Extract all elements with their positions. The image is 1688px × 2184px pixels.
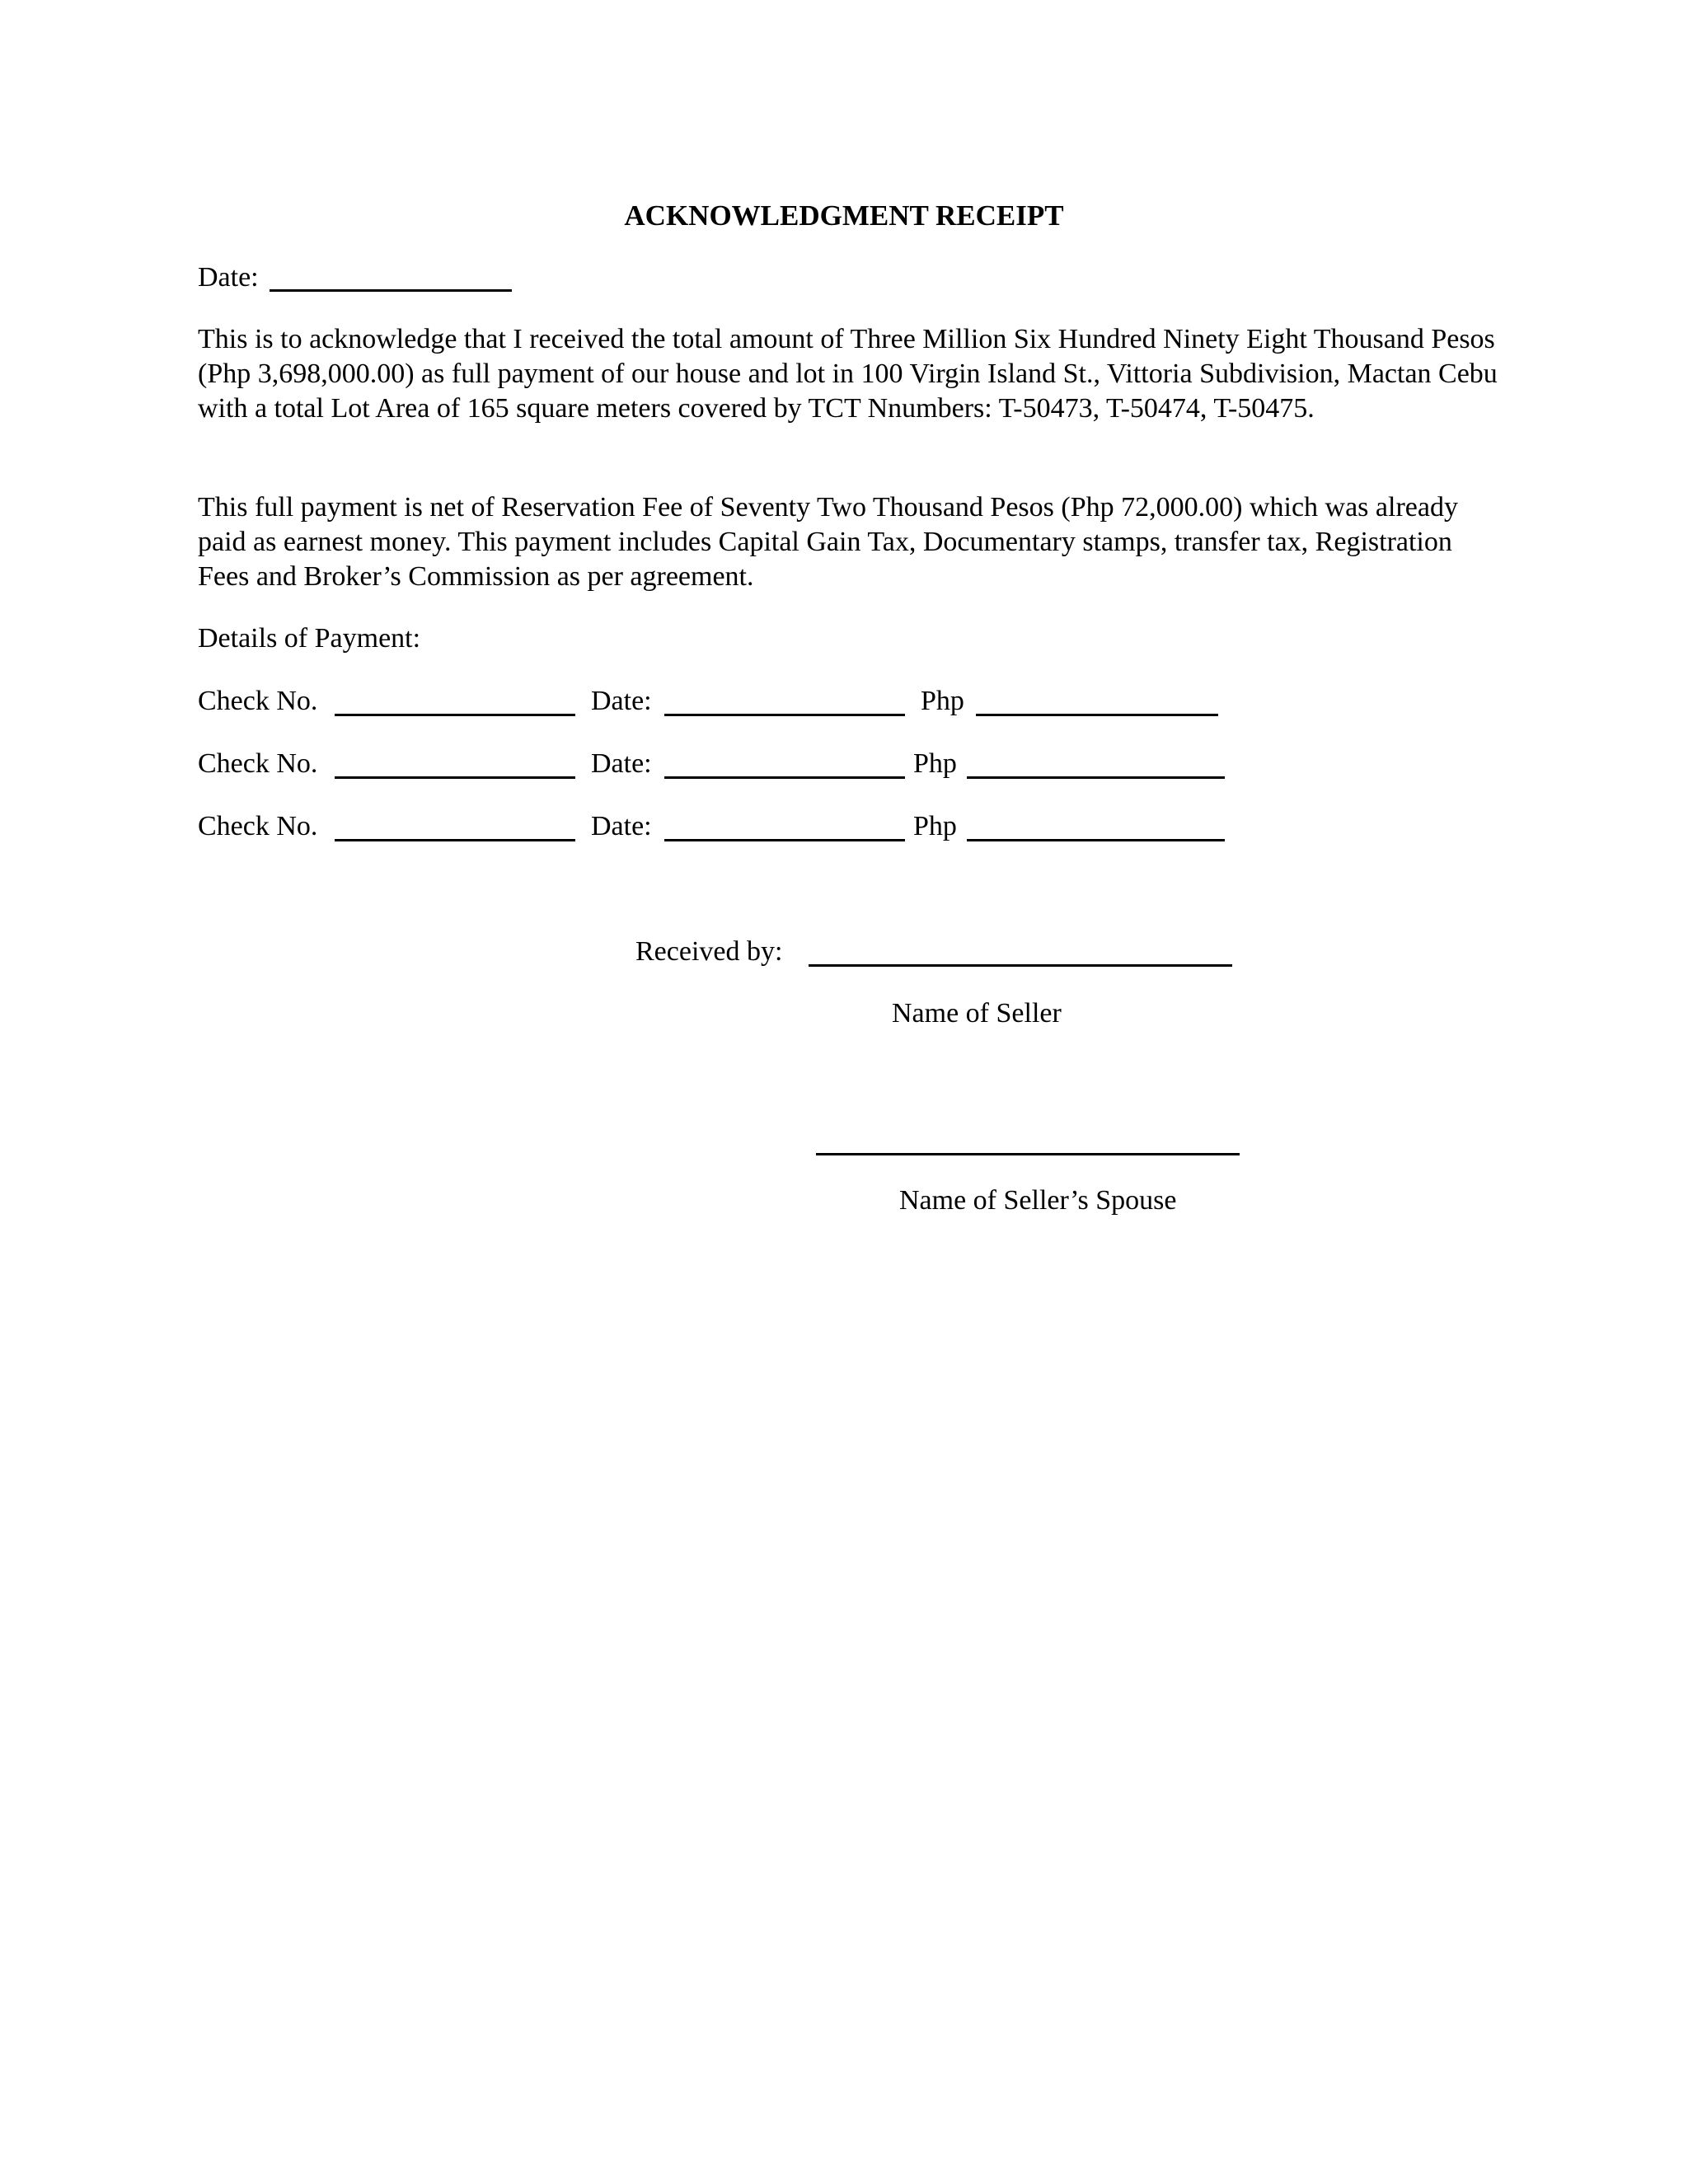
document-title: ACKNOWLEDGMENT RECEIPT	[624, 199, 1064, 232]
spouse-signature-line[interactable]	[816, 1153, 1240, 1155]
spouse-name-caption: Name of Seller’s Spouse	[899, 1185, 1177, 1216]
amount-blank[interactable]	[967, 839, 1225, 841]
check-date-label: Date:	[591, 811, 652, 841]
check-number-blank[interactable]	[335, 776, 575, 779]
seller-name-caption: Name of Seller	[892, 998, 1062, 1029]
check-number-blank[interactable]	[335, 839, 575, 841]
amount-blank[interactable]	[976, 714, 1218, 716]
check-date-blank[interactable]	[664, 714, 905, 716]
details-of-payment-label: Details of Payment:	[198, 623, 421, 654]
received-by-label: Received by:	[635, 936, 783, 967]
check-date-label: Date:	[591, 748, 652, 779]
acknowledgment-paragraph: This is to acknowledge that I received the total amount of Three Million Six Hundred Ninety Eight Thousand Pesos (Php 3,698,000.00) as full payment of our house and lot in 100 Virgin Island St., Vittoria Subdivision, Mactan Cebu with a total Lot Area of 165 square meters covered by TCT Nnumbers: T-50473, T-50474, T-50475.	[198, 324, 1498, 424]
check-number-label: Check No.	[198, 748, 318, 779]
amount-blank[interactable]	[967, 776, 1225, 779]
check-number-blank[interactable]	[335, 714, 575, 716]
amount-label: Php	[913, 748, 957, 779]
amount-label: Php	[913, 811, 957, 841]
amount-label: Php	[921, 686, 964, 716]
date-label: Date:	[198, 262, 259, 293]
check-date-label: Date:	[591, 686, 652, 716]
check-date-blank[interactable]	[664, 839, 905, 841]
check-number-label: Check No.	[198, 686, 318, 716]
check-date-blank[interactable]	[664, 776, 905, 779]
seller-signature-line[interactable]	[809, 964, 1232, 967]
check-number-label: Check No.	[198, 811, 318, 841]
payment-terms-paragraph: This full payment is net of Reservation Fee of Seventy Two Thousand Pesos (Php 72,000.00) which was already paid as earnest money. This payment includes Capital Gain Tax, Documentary stamps, transfer tax, Registration Fees and Broker’s Commission as per agreement.	[198, 492, 1458, 592]
date-blank-line[interactable]	[270, 289, 512, 292]
